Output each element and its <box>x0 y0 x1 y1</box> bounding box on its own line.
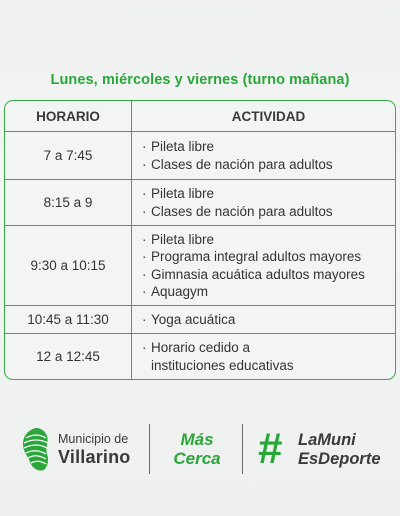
activity-item <box>142 311 235 329</box>
activity-text: Gimnasia acuática adultos mayores <box>151 266 365 282</box>
activity-item <box>142 185 214 203</box>
activity-item-continuation: instituciones educativas <box>151 357 294 373</box>
activity-item <box>142 231 214 249</box>
bullet-mark: · <box>142 139 147 154</box>
bullet-mark: · <box>142 284 147 299</box>
activity-item <box>142 138 214 156</box>
hashtag-text <box>298 431 381 469</box>
row-time: 8:15 a 9 <box>43 195 93 210</box>
row-activities <box>131 180 395 225</box>
header-horario: HORARIO <box>36 108 100 124</box>
bullet-mark: · <box>142 311 147 327</box>
activity-text: Programa integral adultos mayores <box>151 249 362 264</box>
cerca-text: Cerca <box>173 449 221 468</box>
activity-text: Clases de nación para adultos <box>151 156 333 172</box>
activity-item <box>142 339 250 357</box>
mas-text: Más <box>180 430 214 449</box>
activity-text: Pileta libre <box>151 139 215 154</box>
bullet-mark: · <box>142 266 147 282</box>
activity-item <box>142 156 333 174</box>
schedule-subtitle: Lunes, miércoles y viernes (turno mañana) <box>50 72 350 88</box>
villarino-label: Villarino <box>58 447 131 467</box>
bullet-mark: · <box>142 156 147 172</box>
lamuni-text: LaMuni <box>298 431 356 449</box>
header-actividad: ACTIVIDAD <box>131 101 395 131</box>
footer-divider <box>242 424 243 474</box>
footer-branding <box>0 420 400 480</box>
table-header-row <box>5 101 395 131</box>
activity-text: Horario cedido a <box>151 340 251 355</box>
municipio-label: Municipio de <box>58 432 129 446</box>
activity-text: Aquagym <box>151 284 209 299</box>
row-time: 10:45 a 11:30 <box>27 312 109 327</box>
row-activities <box>131 132 395 179</box>
row-time: 12 a 12:45 <box>36 349 100 364</box>
activity-item <box>142 203 333 221</box>
bullet-mark: · <box>142 186 147 201</box>
table-row <box>5 333 395 379</box>
table-row <box>5 225 395 305</box>
table-row <box>5 179 395 225</box>
bullet-mark: · <box>142 340 147 355</box>
municipio-logo-icon <box>20 426 52 474</box>
activity-item <box>142 248 361 266</box>
hashtag-symbol: # <box>258 424 283 473</box>
activity-text: Yoga acuática <box>151 311 236 327</box>
esdeporte-text: EsDeporte <box>298 450 381 468</box>
row-activities <box>131 226 395 305</box>
activity-item <box>142 266 365 284</box>
mas-cerca-slogan <box>168 430 226 468</box>
bullet-mark: · <box>142 203 147 219</box>
schedule-table <box>4 100 396 380</box>
table-row <box>5 305 395 333</box>
row-activities <box>131 306 395 333</box>
activity-text: Clases de nación para adultos <box>151 203 333 219</box>
row-activities <box>131 334 395 379</box>
bullet-mark: · <box>142 231 147 247</box>
table-row <box>5 131 395 179</box>
footer-divider <box>149 424 150 474</box>
row-time: 7 a 7:45 <box>43 148 93 163</box>
activity-text: Pileta libre <box>151 186 215 201</box>
row-time: 9:30 a 10:15 <box>30 258 106 273</box>
bullet-mark: · <box>142 249 147 264</box>
activity-item <box>142 283 208 301</box>
activity-text: Pileta libre <box>151 231 215 247</box>
